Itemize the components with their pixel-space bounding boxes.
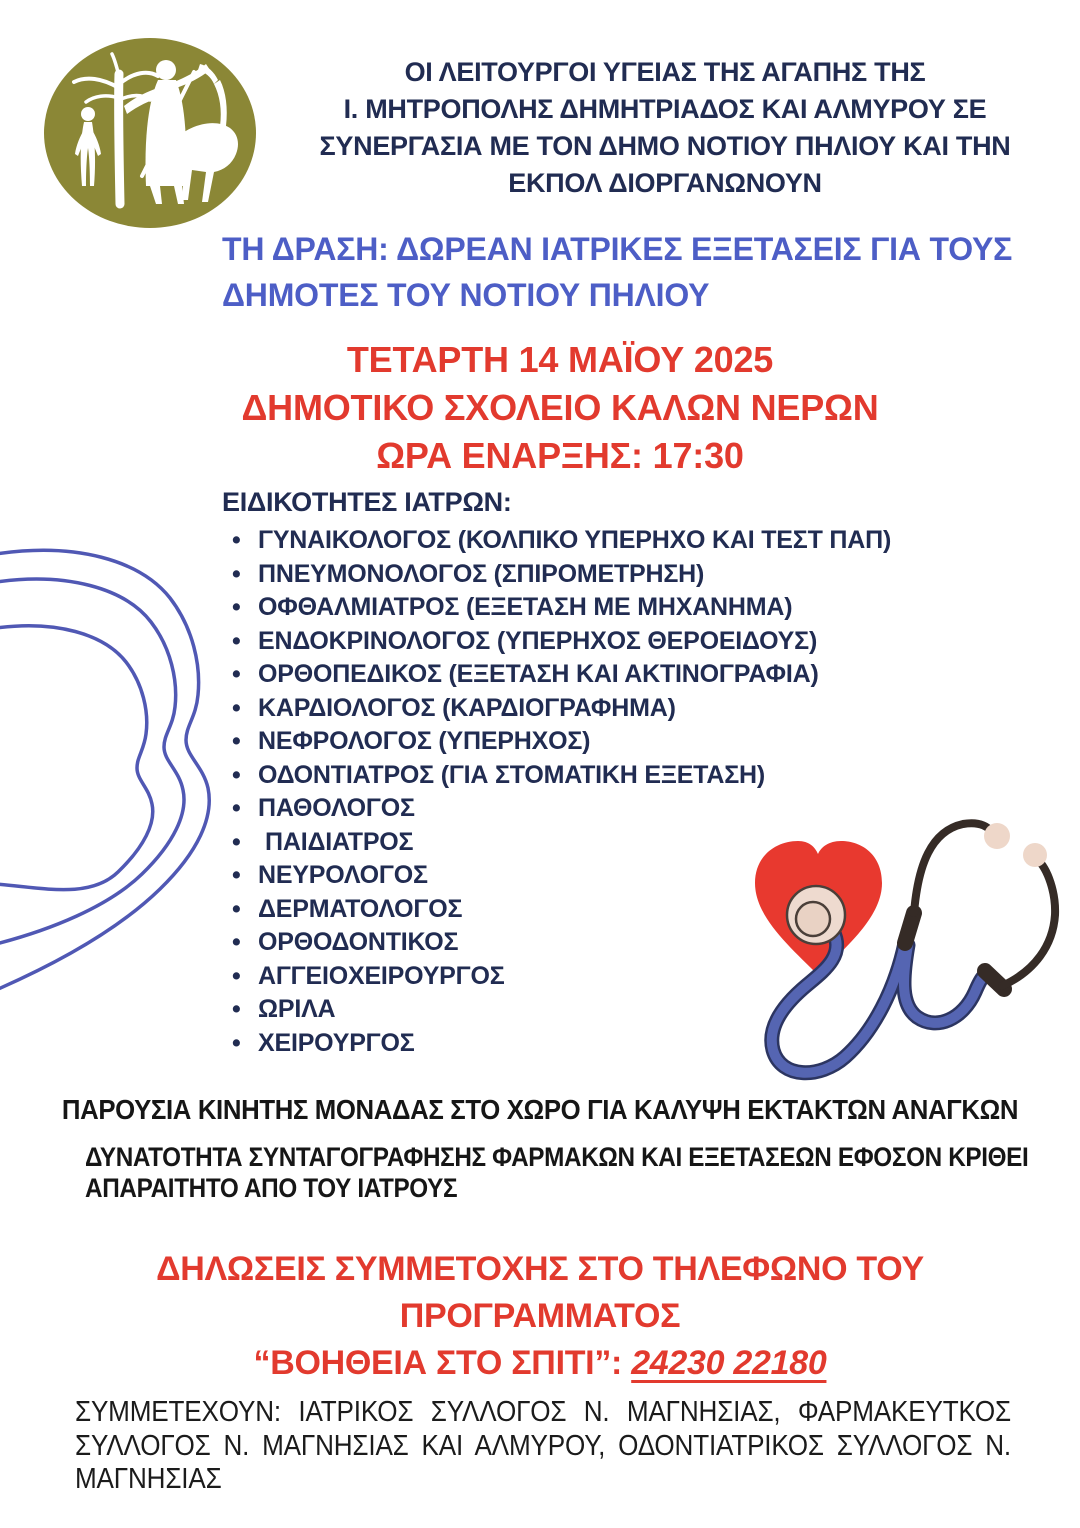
specialty-item: • ΔΕΡΜΑΤΟΛΟΓΟΣ <box>222 893 1022 927</box>
bullet-icon: • <box>232 928 241 956</box>
specialty-item: • ΕΝΔΟΚΡΙΝΟΛΟΓΟΣ (ΥΠΕΡΗΧΟΣ ΘΕΡΟΕΙΔΟΥΣ) <box>222 625 1022 659</box>
specialty-item: • ΩΡΙΛΑ <box>222 993 1022 1027</box>
specialty-item: • ΠΑΘΟΛΟΓΟΣ <box>222 792 1022 826</box>
heart-stethoscope-icon <box>745 795 1075 1095</box>
specialty-item: • ΟΦΘΑΛΜΙΑΤΡΟΣ (ΕΞΕΤΑΣΗ ΜΕ ΜΗΧΑΝΗΜΑ) <box>222 591 1022 625</box>
specialty-item: • ΝΕΦΡΟΛΟΓΟΣ (ΥΠΕΡΗΧΟΣ) <box>222 725 1022 759</box>
chiron-centaur-emblem-icon <box>42 36 258 230</box>
bullet-icon: • <box>232 894 241 923</box>
specialty-item: • ΑΓΓΕΙΟΧΕΙΡΟΥΡΓΟΣ <box>222 960 1022 994</box>
specialty-item: • ΟΔΟΝΤΙΑΤΡΟΣ (ΓΙΑ ΣΤΟΜΑΤΙΚΗ ΕΞΕΤΑΣΗ) <box>222 759 1022 793</box>
specialty-item: • ΠΝΕΥΜΟΝΟΛΟΓΟΣ (ΣΠΙΡΟΜΕΤΡΗΣΗ) <box>222 558 1022 592</box>
bullet-icon: • <box>232 526 241 554</box>
event-details <box>40 336 1080 480</box>
organizer-logo <box>42 36 258 230</box>
specialty-item: • ΠΑΙΔΙΑΤΡΟΣ <box>222 826 1022 860</box>
registration-cta <box>20 1246 1060 1387</box>
bullet-icon: • <box>232 760 241 789</box>
specialty-item: • ΝΕΥΡΟΛΟΓΟΣ <box>222 859 1022 893</box>
action-title-line: ΤΗ ΔΡΑΣΗ: ΔΩΡΕΑΝ ΙΑΤΡΙΚΕΣ ΕΞΕΤΑΣΕΙΣ ΓΙΑ ΤΟΥΣ <box>222 231 1013 267</box>
bullet-icon: • <box>232 961 241 990</box>
bullet-icon: • <box>232 794 241 822</box>
event-venue: ΔΗΜΟΤΙΚΟ ΣΧΟΛΕΙΟ ΚΑΛΩΝ ΝΕΡΩΝ <box>241 387 879 428</box>
mobile-unit-note: ΠΑΡΟΥΣΙΑ ΚΙΝΗΤΗΣ ΜΟΝΑΔΑΣ ΣΤΟ ΧΩΡΟ ΓΙΑ ΚΑΛΥΨΗ ΕΚΤΑΚΤΩΝ ΑΝΑΓΚΩΝ <box>61 1094 1019 1125</box>
specialties-heading: ΕΙΔΙΚΟΤΗΤΕΣ ΙΑΤΡΩΝ: <box>222 487 512 517</box>
heart-lineart-decoration <box>0 540 220 1018</box>
bullet-icon: • <box>232 727 241 755</box>
heart-stethoscope-illustration <box>745 795 1075 1095</box>
prescriptions-note-line: ΑΠΑΡΑΙΤΗΤΟ ΑΠΟ ΤΟΥ ΙΑΤΡΟΥΣ <box>85 1173 458 1203</box>
event-date: ΤΕΤΑΡΤΗ 14 ΜΑΪΟΥ 2025 <box>346 339 774 380</box>
registration-line1: ΔΗΛΩΣΕΙΣ ΣΥΜΜΕΤΟΧΗΣ ΣΤΟ ΤΗΛΕΦΩΝΟ ΤΟΥ ΠΡΟΓΡΑΜΜΑΤΟΣ <box>156 1250 924 1335</box>
action-title <box>222 226 1062 318</box>
bullet-icon: • <box>232 626 241 655</box>
specialty-item: • ΟΡΘΟΔΟΝΤΙΚΟΣ <box>222 926 1022 960</box>
bullet-icon: • <box>232 559 241 588</box>
bullet-icon: • <box>232 593 241 621</box>
event-start-time: ΩΡΑ ΕΝΑΡΞΗΣ: 17:30 <box>376 435 744 476</box>
specialty-item: • ΓΥΝΑΙΚΟΛΟΓΟΣ (ΚΟΛΠΙΚΟ ΥΠΕΡΗΧΟ ΚΑΙ ΤΕΣΤ ΠΑΠ) <box>222 524 1022 558</box>
action-title-line: ΔΗΜΟΤΕΣ ΤΟΥ ΝΟΤΙΟΥ ΠΗΛΙΟΥ <box>222 277 710 313</box>
program-name: “ΒΟΗΘΕΙΑ ΣΤΟ ΣΠΙΤΙ”: <box>253 1344 632 1382</box>
bullet-icon: • <box>232 693 241 722</box>
bullet-icon: • <box>232 995 241 1023</box>
prescriptions-note-line: ΔΥΝΑΤΟΤΗΤΑ ΣΥΝΤΑΓΟΓΡΑΦΗΣΗΣ ΦΑΡΜΑΚΩΝ ΚΑΙ ΕΞΕΤΑΣΕΩΝ ΕΦΟΣΟΝ ΚΡΙΘΕΙ <box>85 1142 1029 1172</box>
registration-line2 <box>20 1340 1060 1387</box>
organizer-line: ΟΙ ΛΕΙΤΟΥΡΓΟΙ ΥΓΕΙΑΣ ΤΗΣ ΑΓΑΠΗΣ ΤΗΣ <box>404 57 926 87</box>
heart-outline-icon <box>0 540 220 1018</box>
bullet-icon: • <box>232 1028 241 1057</box>
organizer-line: ΕΚΠΟΛ ΔΙΟΡΓΑΝΩΝΟΥΝ <box>508 168 822 198</box>
phone-number: 24230 22180 <box>631 1344 827 1382</box>
bullet-icon: • <box>232 827 241 856</box>
organizer-line: Ι. ΜΗΤΡΟΠΟΛΗΣ ΔΗΜΗΤΡΙΑΔΟΣ ΚΑΙ ΑΛΜΥΡΟΥ ΣΕ <box>343 94 987 124</box>
specialty-item: • ΟΡΘΟΠΕΔΙΚΟΣ (ΕΞΕΤΑΣΗ ΚΑΙ ΑΚΤΙΝΟΓΡΑΦΙΑ) <box>222 658 1022 692</box>
bullet-icon: • <box>232 861 241 889</box>
specialty-item: • ΧΕΙΡΟΥΡΓΟΣ <box>222 1027 1022 1061</box>
prescriptions-note <box>85 1142 1039 1204</box>
bullet-icon: • <box>232 660 241 688</box>
organizer-line: ΣΥΝΕΡΓΑΣΙΑ ΜΕ ΤΟΝ ΔΗΜΟ ΝΟΤΙΟΥ ΠΗΛΙΟΥ ΚΑΙ ΤΗΝ <box>319 131 1011 161</box>
participants-paragraph: ΣΥΜΜΕΤΕΧΟΥΝ: ΙΑΤΡΙΚΟΣ ΣΥΛΛΟΓΟΣ Ν. ΜΑΓΝΗΣΙΑΣ, ΦΑΡΜΑΚΕΥΤΚΟΣ ΣΥΛΛΟΓΟΣ Ν. ΜΑΓΝΗΣΙΑΣ ΚΑΙ ΑΛΜΥΡΟΥ, ΟΔΟΝΤΙΑΤΡΙΚΟΣ ΣΥΛΛΟΓΟΣ Ν. ΜΑΓΝΗΣΙΑΣ <box>75 1396 1011 1495</box>
specialty-item: • ΚΑΡΔΙΟΛΟΓΟΣ (ΚΑΡΔΙΟΓΡΑΦΗΜΑ) <box>222 692 1022 726</box>
organizer-header <box>275 54 1055 202</box>
